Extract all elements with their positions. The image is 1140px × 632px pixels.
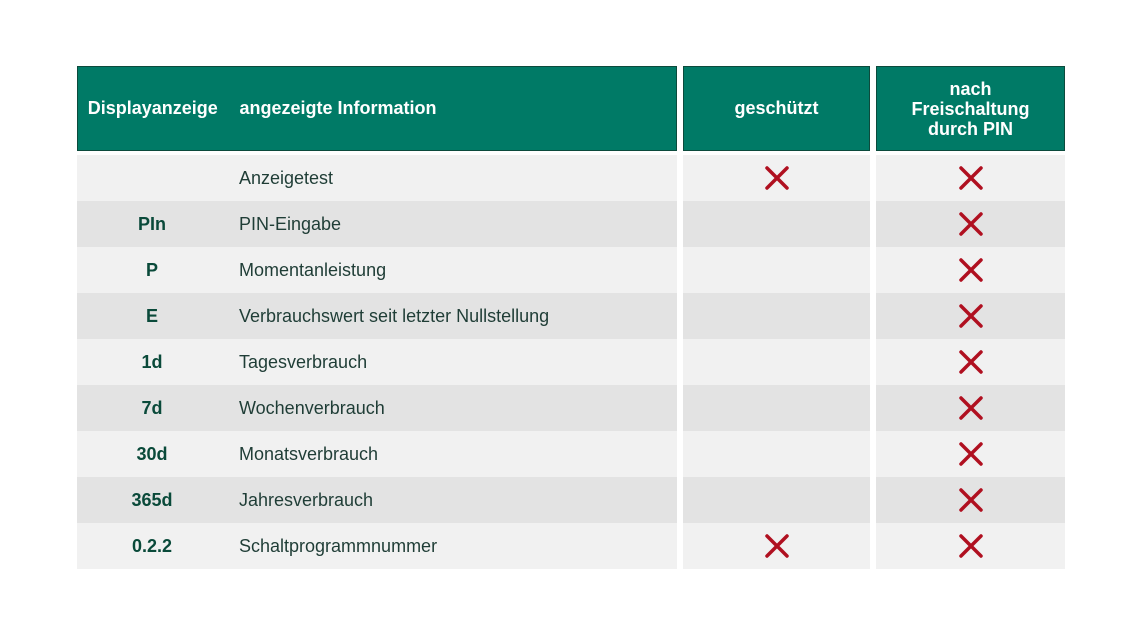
cross-icon [957, 164, 985, 192]
pin-cell [876, 477, 1065, 523]
header-pin [876, 66, 1065, 151]
cross-icon [957, 486, 985, 514]
cross-icon [957, 440, 985, 468]
info-text: Anzeigetest [239, 167, 334, 188]
protected-cell [683, 155, 870, 201]
row-main [77, 431, 677, 477]
protected-cell [683, 339, 870, 385]
protected-cell [683, 385, 870, 431]
display-code: 0.2.2 [131, 535, 173, 556]
display-code: 365d [131, 489, 173, 510]
row-main [77, 339, 677, 385]
display-code: PIn [137, 213, 166, 234]
table-row [77, 477, 1065, 523]
table-body [77, 155, 1065, 569]
protected-cell [683, 431, 870, 477]
table-row [77, 385, 1065, 431]
header-main [77, 66, 677, 151]
pin-cell [876, 523, 1065, 569]
table-header [77, 66, 1065, 151]
pin-cell [876, 431, 1065, 477]
protected-cell [683, 247, 870, 293]
header-protected: geschützt [683, 66, 870, 151]
row-main [77, 293, 677, 339]
display-code: 7d [141, 397, 163, 418]
cross-icon [763, 164, 791, 192]
table-row [77, 201, 1065, 247]
cross-icon [957, 348, 985, 376]
info-text: Monatsverbrauch [239, 443, 379, 464]
pin-cell [876, 201, 1065, 247]
cross-icon [957, 302, 985, 330]
cross-icon [957, 256, 985, 284]
display-code: E [145, 305, 158, 326]
protected-cell [683, 523, 870, 569]
table-row [77, 155, 1065, 201]
row-main [77, 477, 677, 523]
table-row [77, 431, 1065, 477]
pin-cell [876, 339, 1065, 385]
table-row [77, 523, 1065, 569]
info-text: Tagesverbrauch [239, 351, 368, 372]
info-text: Wochenverbrauch [239, 397, 385, 418]
row-main [77, 385, 677, 431]
display-code: P [145, 259, 158, 280]
row-main [77, 155, 677, 201]
cross-icon [957, 532, 985, 560]
display-code [77, 155, 227, 201]
cross-icon [957, 394, 985, 422]
pin-cell [876, 385, 1065, 431]
info-text: PIN-Eingabe [239, 213, 342, 234]
row-main [77, 523, 677, 569]
display-info-table [77, 66, 1065, 569]
display-code: 1d [141, 351, 163, 372]
row-main [77, 201, 677, 247]
info-text: Verbrauchswert seit letzter Nullstellung [239, 305, 550, 326]
pin-cell [876, 247, 1065, 293]
header-info: angezeigte Information [239, 98, 437, 118]
table-row [77, 247, 1065, 293]
info-text: Jahresverbrauch [239, 489, 374, 510]
cross-icon [957, 210, 985, 238]
protected-cell [683, 477, 870, 523]
row-main [77, 247, 677, 293]
pin-cell [876, 155, 1065, 201]
table-row [77, 339, 1065, 385]
header-display: Displayanzeige [87, 98, 218, 118]
cross-icon [763, 532, 791, 560]
header-pin-label: nach Freischaltung durch PIN [911, 78, 1030, 139]
info-text: Schaltprogrammnummer [239, 535, 438, 556]
protected-cell [683, 201, 870, 247]
table-row [77, 293, 1065, 339]
protected-cell [683, 293, 870, 339]
pin-cell [876, 293, 1065, 339]
display-code: 30d [136, 443, 168, 464]
info-text: Momentanleistung [239, 259, 387, 280]
